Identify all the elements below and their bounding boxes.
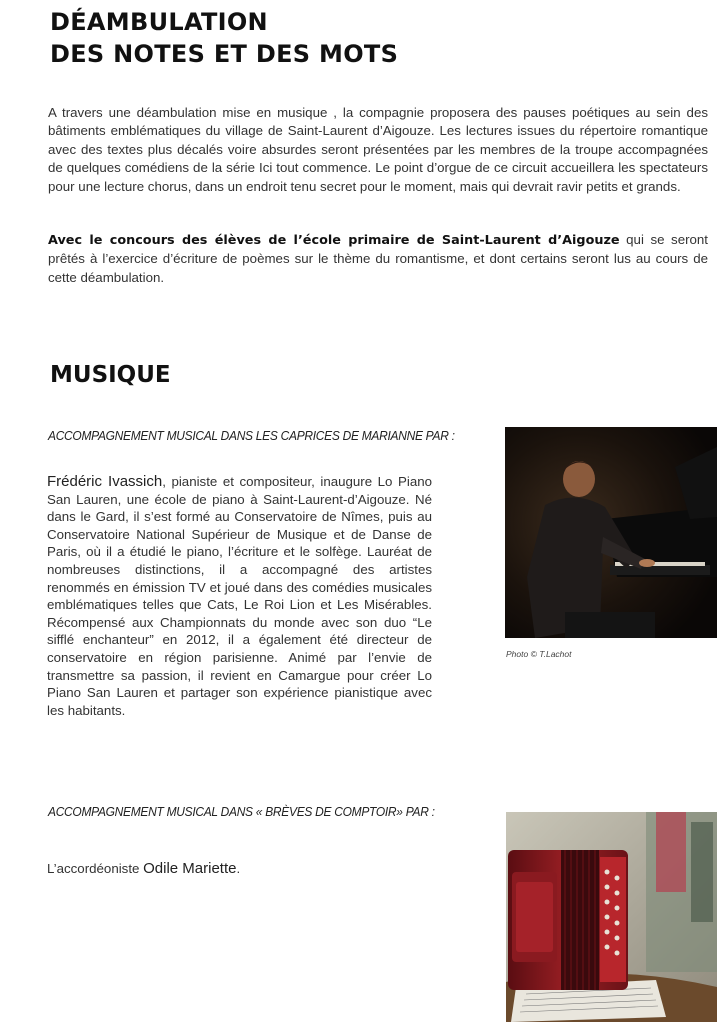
accordionist-prefix: L’accordéoniste (47, 861, 144, 876)
accordionist-name: Odile Mariette (143, 860, 237, 877)
page-title (50, 6, 398, 70)
section1-subtitle: ACCOMPAGNEMENT MUSICAL DANS LES CAPRICES DE MARIANNE PAR : (48, 428, 455, 443)
photo-credit: Photo © T.Lachot (506, 649, 572, 659)
musique-heading: MUSIQUE (50, 362, 171, 388)
section2-subtitle: ACCOMPAGNEMENT MUSICAL DANS « BRÈVES DE COMPTOIR» PAR : (48, 804, 435, 819)
intro-paragraph: A travers une déambulation mise en musique , la compagnie proposera des pauses poétiques au sein des bâtiments emblématiques du village de Saint-Laurent d’Aigouze. Les lectures issues du répertoire romantique avec des textes plus décalés voire absurdes seront présentées par les membres de la troupe accompagnées de quelques comédiens de la série Ici tout commence. Le point d’orgue de ce circuit accueillera les spectateurs pour une lecture chorus, dans un endroit tenu secret pour le moment, mais qui devrait ravir petits et grands. (48, 105, 708, 194)
accordionist-line (47, 860, 240, 877)
concours-bold: Avec le concours des élèves de l’école primaire de Saint-Laurent d’Aigouze (48, 233, 620, 248)
pianist-name: Frédéric Ivassich (47, 473, 163, 490)
title-line-1: DÉAMBULATION (50, 8, 268, 36)
pianist-bio (47, 473, 432, 719)
accordionist-suffix: . (236, 861, 241, 876)
accordion-photo (506, 812, 717, 1022)
title-line-2: DES NOTES ET DES MOTS (50, 40, 399, 68)
pianist-photo (505, 427, 717, 638)
concours-rest: qui se seront prêtés à l’exercice d’écriture de poèmes sur le thème du romantisme, et dont certains seront lus au cours de cette déambulation. (48, 232, 708, 285)
concours-paragraph (48, 231, 708, 287)
pianist-bio-text: , pianiste et compositeur, inaugure Lo Piano San Lauren, une école de piano à Saint-Laurent-d’Aigouze. Né dans le Gard, il s’est formé au Conservatoire de Nîmes, puis au Conservatoire National Supérieur de Musique et de Danse de Paris, où il a étudié le piano, l’écriture et le solfège. Lauréat de nombreuses distinctions, il a accompagné des artistes renommés en émission TV et joué dans des comédies musicales emblématiques telles que Cats, Le Roi Lion et Les Misérables. Récompensé aux Championnats du monde avec son duo “Le sifflé enchanteur” en 2012, il a également été directeur de conservatoire en région parisienne. Animé par l’envie de transmettre sa passion, il revient en Camargue pour créer Lo Piano San Lauren et partager son expérience pianistique avec les habitants. (47, 474, 432, 718)
